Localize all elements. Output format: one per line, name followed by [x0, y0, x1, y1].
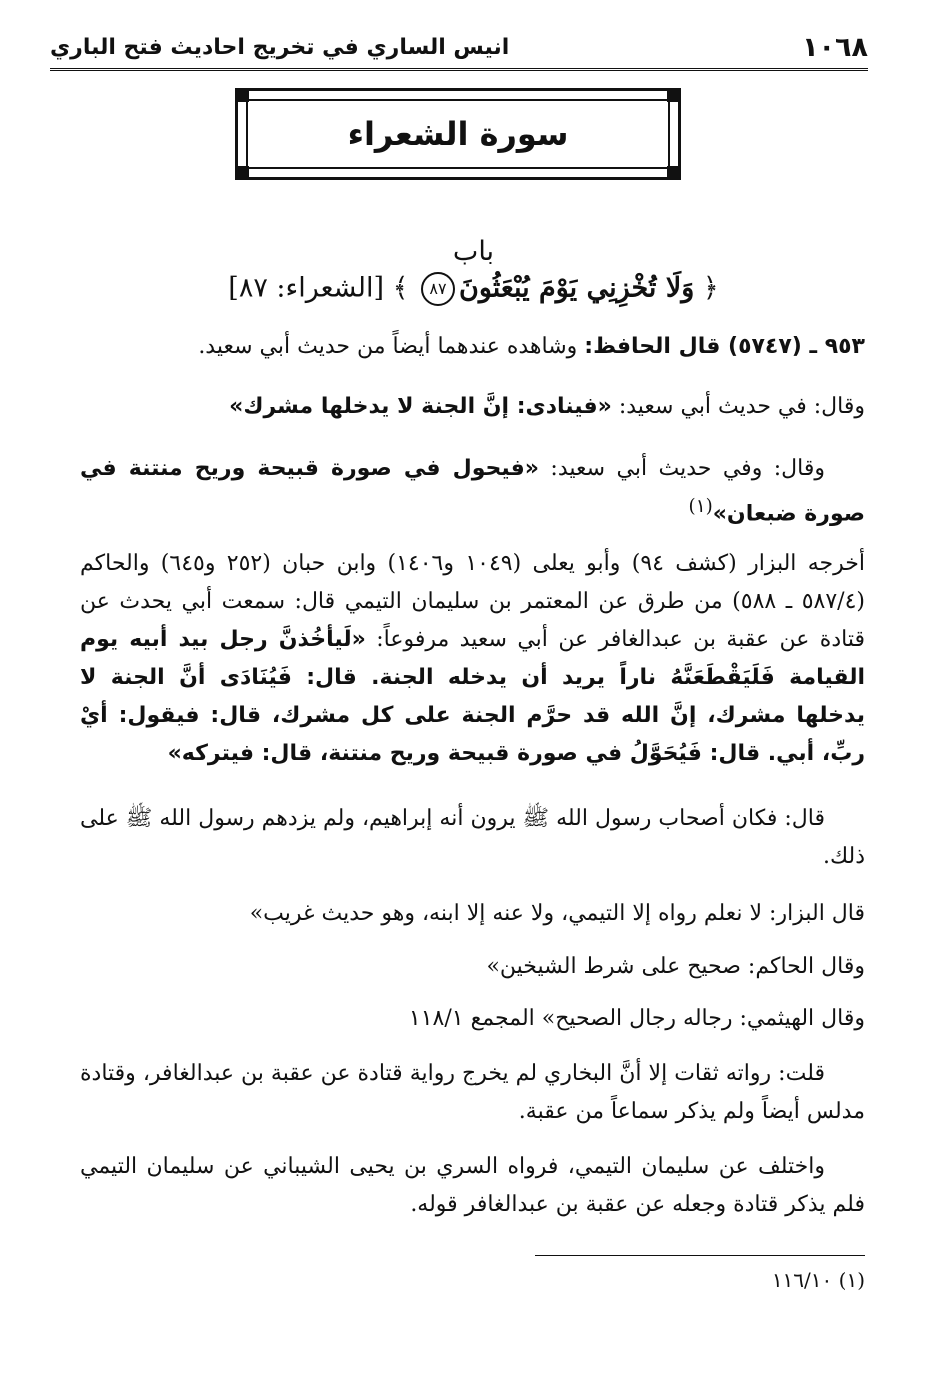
paragraph-text: واختلف عن سليمان التيمي، فرواه السري بن يحيى الشيباني عن سليمان التيمي فلم يذكر قتادة وجعله عن عقبة بن عبدالغافر قوله. [80, 1154, 865, 1217]
footnote-text: ١١٦/١٠ [771, 1268, 833, 1292]
paragraph-hakim [120, 948, 865, 986]
quoted-hadith: «لَيأخُذنَّ رجل بيد أبيه يوم القيامة فَلَيَقْطَعَنَّهُ ناراً يريد أن يدخله الجنة. قال: فَيُنَادَى أنَّ الجنة لا يدخلها مشرك، إنَّ الله قد حرَّم الجنة على كل مشرك، قال: فيقول: أيْ ربِّ، أبي. قال: فَيُحَوَّلُ في صورة قبيحة وريح منتنة، قال: فيتركه» [80, 627, 865, 766]
paragraph-ikhtilaf [80, 1148, 865, 1224]
quoted-hadith: «فينادى: إنَّ الجنة لا يدخلها مشرك» [229, 394, 612, 419]
hadith-entry-lead: ٩٥٣ ـ (٥٧٤٧) قال الحافظ: [584, 334, 865, 359]
hadith-entry-953 [80, 328, 865, 366]
paragraph-text: قال: فكان أصحاب رسول الله ﷺ يرون أنه إبراهيم، ولم يزدهم رسول الله ﷺ على ذلك. [80, 806, 865, 869]
footnote-marker: (١) [688, 496, 713, 517]
quoted-hadith: «فيحول في صورة قبيحة وريح منتنة في صورة ضبعان» [80, 456, 865, 527]
verse-number-marker: ٨٧ [421, 272, 455, 306]
footnote [772, 1268, 865, 1292]
hadith-entry-text: وشاهده عندهما أيضاً من حديث أبي سعيد. [198, 334, 585, 359]
verse-reference: [الشعراء: ٨٧] [228, 272, 384, 304]
verse-close-bracket: ﴾ [392, 272, 409, 304]
footnote-separator [535, 1255, 865, 1256]
paragraph-bazzar [120, 895, 865, 933]
verse-open-bracket: ﴿ [702, 272, 719, 304]
surah-title: سورة الشعراء [347, 115, 569, 153]
paragraph-text: وقال الحاكم: صحيح على شرط الشيخين» [486, 954, 865, 979]
page-number: ١٠٦٨ [802, 31, 868, 63]
paragraph-text: أخرجه البزار (كشف ٩٤) وأبو يعلى (١٠٤٩ و١٤٠٦) وابن حبان (٢٥٢ و٦٤٥) والحاكم (٥٨٧/٤ ـ ٥٨٨) من طرق عن المعتمر بن سليمان التيمي قال: سمعت أبي يحدث عن قتادة عن عقبة بن عبدالغافر عن أبي سعيد مرفوعاً: [80, 551, 866, 652]
footnote-mark: (١) [838, 1268, 865, 1292]
surah-title-frame [235, 88, 681, 180]
paragraph-quote-1 [120, 388, 865, 426]
paragraph-text: قال البزار: لا نعلم رواه إلا التيمي، ولا عنه إلا ابنه، وهو حديث غريب» [249, 901, 865, 926]
chapter-label: باب [452, 236, 495, 267]
paragraph-text: وقال الهيثمي: رجاله رجال الصحيح» المجمع ١١٨/١ [408, 1006, 865, 1031]
quran-verse: وَلَا تُخْزِنِي يَوْمَ يُبْعَثُونَ [459, 272, 695, 304]
book-title: انيس الساري في تخريج احاديث فتح الباري [50, 34, 510, 60]
page-header [50, 26, 868, 71]
paragraph-quote-2 [80, 450, 865, 533]
surah-title-inner [246, 99, 670, 169]
paragraph-text: قلت: رواته ثقات إلا أنَّ البخاري لم يخرج رواية قتادة عن عقبة بن عبدالغافر، وقتادة مدلس أيضاً ولم يذكر سماعاً من عقبة. [80, 1061, 865, 1124]
paragraph-text: وقال: وفي حديث أبي سعيد: [538, 456, 826, 481]
paragraph-takhrij [80, 545, 865, 773]
paragraph-text: وقال: في حديث أبي سعيد: [611, 394, 865, 419]
paragraph-qultu [80, 1055, 865, 1131]
paragraph-companions [80, 800, 865, 876]
quran-verse-line [0, 272, 947, 306]
paragraph-haythami [120, 1000, 865, 1038]
